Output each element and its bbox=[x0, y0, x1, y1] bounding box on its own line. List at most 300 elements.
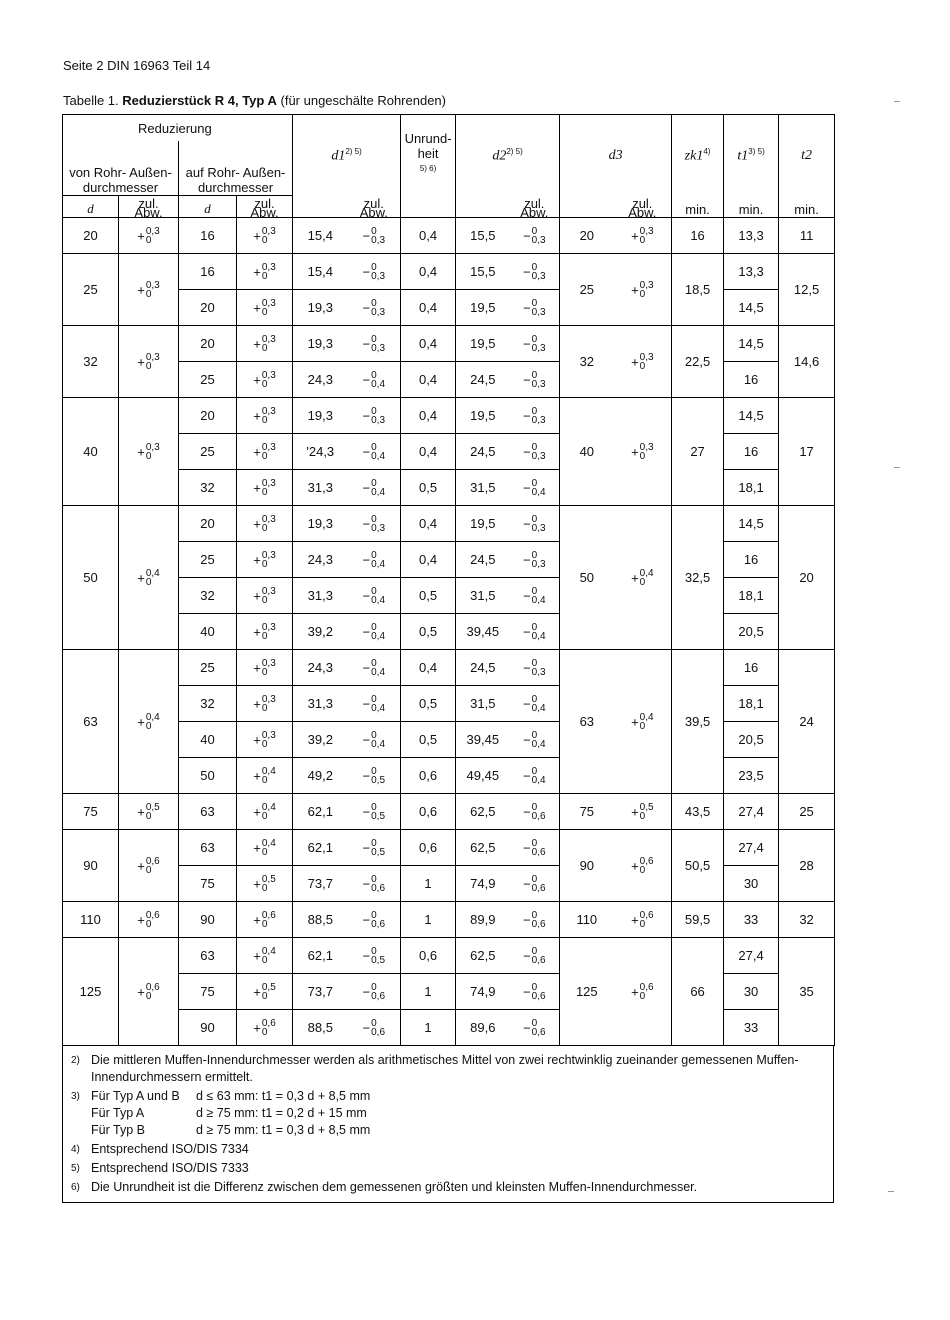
header-d3 bbox=[560, 115, 672, 196]
cell-t1: 18,1 bbox=[724, 470, 779, 506]
tolerance-sign: − bbox=[362, 516, 371, 531]
tolerance-sign: + bbox=[253, 264, 261, 279]
tolerance-sign: + bbox=[631, 228, 639, 243]
tolerance-upper: 0,3 bbox=[261, 693, 276, 705]
header-t2-symbol: t2 bbox=[801, 147, 812, 163]
cell-d3: 110 bbox=[560, 902, 614, 938]
cell-auf-d: 25 bbox=[179, 434, 237, 470]
tolerance-sign: − bbox=[523, 372, 531, 387]
cell-zk1: 32,5 bbox=[672, 506, 724, 650]
tolerance-upper: 0 bbox=[531, 729, 538, 741]
tolerance-upper: 0 bbox=[531, 225, 538, 237]
tolerance-upper: 0,3 bbox=[261, 585, 276, 597]
cell-d1: 73,7 bbox=[293, 974, 348, 1010]
tolerance-sign: − bbox=[523, 948, 531, 963]
cell-t2: 25 bbox=[779, 794, 835, 830]
cell-zk1: 66 bbox=[672, 938, 724, 1046]
tolerance-lower: 0,5 bbox=[371, 846, 386, 858]
footnote-3-formula: d ≥ 75 mm: t1 = 0,3 d + 8,5 mm bbox=[196, 1123, 371, 1137]
cell-t1: 30 bbox=[724, 866, 779, 902]
cell-t1: 18,1 bbox=[724, 578, 779, 614]
tolerance-upper: 0 bbox=[371, 225, 377, 237]
cell-d1-tol bbox=[348, 542, 401, 578]
cell-d2: 31,5 bbox=[456, 578, 510, 614]
table-row bbox=[63, 326, 835, 362]
subheader-zul-abw: zul. Abw. bbox=[237, 196, 293, 218]
cell-d1: 31,3 bbox=[293, 686, 348, 722]
cell-d2: 24,5 bbox=[456, 434, 510, 470]
tolerance-lower: 0 bbox=[639, 810, 646, 822]
tolerance-lower: 0 bbox=[261, 630, 268, 642]
cell-d1: 15,4 bbox=[293, 218, 348, 254]
header-reduzierung: Reduzierung bbox=[63, 115, 293, 142]
header-d2-notes: 2) 5) bbox=[506, 146, 523, 156]
tolerance-lower: 0,6 bbox=[531, 882, 546, 894]
tolerance-lower: 0 bbox=[261, 666, 268, 678]
margin-mark bbox=[894, 101, 900, 102]
tolerance-sign: − bbox=[362, 624, 371, 639]
cell-d2: 31,5 bbox=[456, 470, 510, 506]
cell-auf-d: 75 bbox=[179, 974, 237, 1010]
cell-d1-tol bbox=[348, 254, 401, 290]
tolerance-upper: 0,3 bbox=[261, 369, 276, 381]
tolerance-lower: 0 bbox=[261, 378, 268, 390]
cell-t2: 12,5 bbox=[779, 254, 835, 326]
tolerance-sign: + bbox=[631, 804, 639, 819]
footnote-mark: 2) bbox=[71, 1055, 80, 1066]
tolerance-sign: − bbox=[523, 300, 531, 315]
cell-von-tol bbox=[119, 938, 179, 1046]
margin-mark bbox=[894, 467, 900, 468]
cell-d2-tol bbox=[510, 362, 560, 398]
cell-t2: 17 bbox=[779, 398, 835, 506]
cell-von-tol bbox=[119, 218, 179, 254]
tolerance-lower: 0 bbox=[261, 846, 268, 858]
tolerance-sign: − bbox=[523, 732, 531, 747]
cell-von-tol bbox=[119, 902, 179, 938]
footnote-3 bbox=[71, 1088, 825, 1139]
header-d1-symbol: d1 bbox=[331, 147, 346, 163]
cell-d2: 19,5 bbox=[456, 398, 510, 434]
cell-zk1: 43,5 bbox=[672, 794, 724, 830]
cell-d3: 32 bbox=[560, 326, 614, 398]
cell-zk1: 39,5 bbox=[672, 650, 724, 794]
footnote-text: Entsprechend ISO/DIS 7334 bbox=[91, 1142, 249, 1156]
tolerance-sign: + bbox=[631, 912, 639, 927]
cell-d1-tol bbox=[348, 938, 401, 974]
cell-d2-tol bbox=[510, 290, 560, 326]
tolerance-lower: 0,5 bbox=[371, 774, 386, 786]
cell-d2-tol bbox=[510, 434, 560, 470]
tolerance-upper: 0 bbox=[531, 765, 538, 777]
cell-d2-tol bbox=[510, 866, 560, 902]
tolerance-upper: 0 bbox=[531, 513, 538, 525]
tolerance-upper: 0,3 bbox=[145, 225, 160, 237]
cell-d1: 19,3 bbox=[293, 326, 348, 362]
cell-t1: 13,3 bbox=[724, 218, 779, 254]
cell-von-tol bbox=[119, 254, 179, 326]
tolerance-lower: 0,4 bbox=[371, 558, 386, 570]
tolerance-upper: 0,3 bbox=[261, 477, 276, 489]
tolerance-upper: 0 bbox=[371, 765, 377, 777]
tolerance-upper: 0 bbox=[371, 441, 377, 453]
tolerance-sign: − bbox=[362, 696, 371, 711]
tolerance-upper: 0 bbox=[531, 981, 538, 993]
cell-d3-tol bbox=[614, 830, 672, 902]
tolerance-upper: 0 bbox=[531, 441, 538, 453]
cell-d1-tol bbox=[348, 686, 401, 722]
tolerance-sign: − bbox=[362, 480, 371, 495]
tolerance-sign: + bbox=[631, 354, 639, 369]
cell-t1: 30 bbox=[724, 974, 779, 1010]
tolerance-upper: 0,4 bbox=[261, 945, 276, 957]
tolerance-sign: + bbox=[631, 444, 639, 459]
cell-t1: 14,5 bbox=[724, 290, 779, 326]
cell-d2-tol bbox=[510, 542, 560, 578]
tolerance-upper: 0 bbox=[371, 657, 377, 669]
cell-t2: 11 bbox=[779, 218, 835, 254]
cell-auf-tol bbox=[237, 470, 293, 506]
subheader-blank bbox=[401, 196, 456, 218]
tolerance-sign: + bbox=[253, 948, 261, 963]
cell-d2-tol bbox=[510, 794, 560, 830]
cell-auf-d: 50 bbox=[179, 758, 237, 794]
cell-auf-d: 32 bbox=[179, 578, 237, 614]
cell-unrundheit: 0,4 bbox=[401, 434, 456, 470]
cell-d1-tol bbox=[348, 362, 401, 398]
cell-d1-tol bbox=[348, 866, 401, 902]
tolerance-upper: 0 bbox=[531, 693, 538, 705]
cell-d3: 75 bbox=[560, 794, 614, 830]
header-d2 bbox=[456, 115, 560, 196]
tolerance-sign: − bbox=[362, 228, 371, 243]
tolerance-lower: 0 bbox=[145, 576, 152, 588]
tolerance-upper: 0,3 bbox=[639, 279, 654, 291]
cell-d1-tol bbox=[348, 722, 401, 758]
tolerance-upper: 0,4 bbox=[639, 567, 654, 579]
table-row bbox=[63, 902, 835, 938]
cell-t1: 14,5 bbox=[724, 506, 779, 542]
cell-auf-tol bbox=[237, 506, 293, 542]
tolerance-upper: 0 bbox=[531, 405, 538, 417]
cell-t1: 20,5 bbox=[724, 722, 779, 758]
cell-von-tol bbox=[119, 830, 179, 902]
cell-unrundheit: 0,4 bbox=[401, 650, 456, 686]
cell-d2-tol bbox=[510, 902, 560, 938]
table-row bbox=[63, 830, 835, 866]
tolerance-sign: − bbox=[523, 876, 531, 891]
footnote-3-label: Für Typ A bbox=[91, 1106, 145, 1120]
table-row bbox=[63, 794, 835, 830]
cell-d1-tol bbox=[348, 614, 401, 650]
cell-d2: 15,5 bbox=[456, 254, 510, 290]
header-zk1-symbol: zk1 bbox=[684, 147, 704, 163]
tolerance-lower: 0 bbox=[639, 720, 646, 732]
tolerance-upper: 0 bbox=[531, 549, 538, 561]
tolerance-upper: 0 bbox=[371, 729, 377, 741]
cell-zk1: 59,5 bbox=[672, 902, 724, 938]
subheader-zul-abw: zul. Abw. bbox=[510, 196, 560, 218]
header-unrundheit-notes: 5) 6) bbox=[419, 164, 437, 174]
tolerance-lower: 0,6 bbox=[371, 882, 386, 894]
footnote-mark: 6) bbox=[71, 1182, 80, 1193]
cell-d2: 62,5 bbox=[456, 794, 510, 830]
cell-d2-tol bbox=[510, 722, 560, 758]
cell-auf-tol bbox=[237, 722, 293, 758]
cell-d1: 39,2 bbox=[293, 614, 348, 650]
tolerance-lower: 0 bbox=[639, 918, 646, 930]
cell-d2-tol bbox=[510, 254, 560, 290]
tolerance-lower: 0 bbox=[639, 450, 646, 462]
tolerance-upper: 0 bbox=[531, 261, 538, 273]
tolerance-sign: − bbox=[362, 660, 371, 675]
tolerance-lower: 0 bbox=[261, 774, 268, 786]
tolerance-lower: 0,4 bbox=[371, 594, 386, 606]
table-title bbox=[63, 93, 446, 108]
tolerance-lower: 0 bbox=[145, 990, 152, 1002]
tolerance-upper: 0 bbox=[371, 333, 377, 345]
cell-d3-tol bbox=[614, 902, 672, 938]
header-d1-notes: 2) 5) bbox=[345, 146, 362, 156]
tolerance-sign: + bbox=[253, 912, 261, 927]
tolerance-lower: 0 bbox=[639, 360, 646, 372]
cell-von-d: 20 bbox=[63, 218, 119, 254]
tolerance-upper: 0,5 bbox=[639, 801, 654, 813]
footnote-3-label: Für Typ B bbox=[91, 1123, 145, 1137]
footnote-3-label: Für Typ A und B bbox=[91, 1089, 180, 1103]
table-title-suffix: (für ungeschälte Rohrenden) bbox=[280, 93, 446, 108]
cell-unrundheit: 1 bbox=[401, 974, 456, 1010]
cell-d1-tol bbox=[348, 398, 401, 434]
tolerance-sign: + bbox=[137, 444, 145, 459]
subheader-blank bbox=[560, 196, 614, 218]
tolerance-lower: 0 bbox=[261, 918, 268, 930]
cell-d2-tol bbox=[510, 650, 560, 686]
table-row bbox=[63, 218, 835, 254]
tolerance-lower: 0,3 bbox=[531, 270, 546, 282]
cell-d2: 39,45 bbox=[456, 722, 510, 758]
table-row bbox=[63, 650, 835, 686]
cell-auf-tol bbox=[237, 254, 293, 290]
cell-t1: 14,5 bbox=[724, 398, 779, 434]
cell-auf-d: 90 bbox=[179, 1010, 237, 1046]
cell-unrundheit: 0,4 bbox=[401, 398, 456, 434]
tolerance-lower: 0 bbox=[145, 360, 152, 372]
tolerance-sign: + bbox=[253, 732, 261, 747]
cell-d2-tol bbox=[510, 758, 560, 794]
tolerance-upper: 0 bbox=[371, 621, 377, 633]
tolerance-upper: 0,6 bbox=[145, 909, 160, 921]
tolerance-upper: 0,6 bbox=[639, 981, 654, 993]
tolerance-lower: 0,6 bbox=[531, 990, 546, 1002]
tolerance-lower: 0 bbox=[261, 306, 268, 318]
cell-auf-d: 63 bbox=[179, 938, 237, 974]
cell-von-tol bbox=[119, 398, 179, 506]
header-unrundheit-label: Unrund- heit bbox=[404, 131, 452, 162]
cell-d1: 24,3 bbox=[293, 650, 348, 686]
cell-d3-tol bbox=[614, 254, 672, 326]
cell-unrundheit: 0,5 bbox=[401, 614, 456, 650]
tolerance-upper: 0,3 bbox=[261, 513, 276, 525]
tolerance-sign: − bbox=[362, 336, 371, 351]
cell-zk1: 18,5 bbox=[672, 254, 724, 326]
cell-auf-tol bbox=[237, 290, 293, 326]
tolerance-sign: − bbox=[362, 372, 371, 387]
tolerance-upper: 0 bbox=[371, 585, 377, 597]
cell-d3-tol bbox=[614, 794, 672, 830]
cell-d1: 19,3 bbox=[293, 506, 348, 542]
tolerance-sign: + bbox=[137, 804, 145, 819]
tolerance-lower: 0,4 bbox=[531, 702, 546, 714]
tolerance-lower: 0 bbox=[261, 882, 268, 894]
cell-auf-d: 16 bbox=[179, 254, 237, 290]
tolerance-lower: 0,4 bbox=[371, 486, 386, 498]
tolerance-lower: 0,6 bbox=[531, 846, 546, 858]
cell-d3-tol bbox=[614, 506, 672, 650]
cell-d3: 90 bbox=[560, 830, 614, 902]
tolerance-sign: + bbox=[253, 516, 261, 531]
tolerance-sign: + bbox=[253, 696, 261, 711]
tolerance-sign: + bbox=[137, 858, 145, 873]
tolerance-upper: 0 bbox=[531, 1017, 538, 1029]
tolerance-sign: − bbox=[523, 516, 531, 531]
cell-d1-tol bbox=[348, 1010, 401, 1046]
cell-d1: 62,1 bbox=[293, 794, 348, 830]
footnote-text: Die Unrundheit ist die Differenz zwischen dem gemessenen größten und kleinsten Muffen-Innendurchmesser. bbox=[91, 1180, 698, 1194]
cell-unrundheit: 0,4 bbox=[401, 506, 456, 542]
tolerance-sign: − bbox=[523, 984, 531, 999]
cell-d1: 62,1 bbox=[293, 938, 348, 974]
tolerance-upper: 0,3 bbox=[145, 351, 160, 363]
cell-auf-tol bbox=[237, 902, 293, 938]
tolerance-lower: 0,4 bbox=[371, 666, 386, 678]
cell-t1: 27,4 bbox=[724, 938, 779, 974]
table-title-prefix: Tabelle 1. bbox=[63, 93, 119, 108]
cell-t1: 14,5 bbox=[724, 326, 779, 362]
tolerance-sign: − bbox=[523, 264, 531, 279]
cell-d3: 20 bbox=[560, 218, 614, 254]
cell-t2: 32 bbox=[779, 902, 835, 938]
cell-auf-tol bbox=[237, 326, 293, 362]
tolerance-lower: 0 bbox=[145, 810, 152, 822]
cell-t1: 16 bbox=[724, 362, 779, 398]
cell-d3-tol bbox=[614, 326, 672, 398]
tolerance-upper: 0,4 bbox=[261, 837, 276, 849]
tolerance-upper: 0,3 bbox=[639, 225, 654, 237]
tolerance-lower: 0,6 bbox=[531, 810, 546, 822]
cell-d1: 19,3 bbox=[293, 398, 348, 434]
table-row bbox=[63, 506, 835, 542]
cell-d2-tol bbox=[510, 218, 560, 254]
tolerance-upper: 0 bbox=[531, 333, 538, 345]
tolerance-lower: 0,4 bbox=[371, 450, 386, 462]
cell-unrundheit: 0,6 bbox=[401, 938, 456, 974]
tolerance-upper: 0,3 bbox=[261, 621, 276, 633]
tolerance-sign: − bbox=[362, 984, 371, 999]
header-von: von Rohr- Außen- durchmesser bbox=[63, 141, 179, 196]
tolerance-upper: 0 bbox=[371, 369, 377, 381]
tolerance-sign: − bbox=[523, 336, 531, 351]
cell-d2: 62,5 bbox=[456, 830, 510, 866]
tolerance-sign: − bbox=[523, 228, 531, 243]
tolerance-sign: + bbox=[253, 480, 261, 495]
tolerance-lower: 0,3 bbox=[531, 666, 546, 678]
tolerance-upper: 0,5 bbox=[261, 873, 276, 885]
cell-t1: 33 bbox=[724, 1010, 779, 1046]
cell-von-d: 75 bbox=[63, 794, 119, 830]
tolerance-lower: 0,6 bbox=[371, 990, 386, 1002]
header-d3-symbol: d3 bbox=[608, 147, 623, 163]
cell-d2-tol bbox=[510, 830, 560, 866]
cell-d1: 39,2 bbox=[293, 722, 348, 758]
tolerance-lower: 0 bbox=[261, 1026, 268, 1038]
tolerance-lower: 0 bbox=[261, 810, 268, 822]
cell-d1: 19,3 bbox=[293, 290, 348, 326]
cell-unrundheit: 0,6 bbox=[401, 794, 456, 830]
footnote-mark: 5) bbox=[71, 1163, 80, 1174]
tolerance-upper: 0,3 bbox=[261, 297, 276, 309]
tolerance-sign: − bbox=[362, 768, 371, 783]
subheader-min: min. bbox=[724, 196, 779, 218]
cell-d1: 15,4 bbox=[293, 254, 348, 290]
tolerance-lower: 0,4 bbox=[531, 630, 546, 642]
cell-t2: 20 bbox=[779, 506, 835, 650]
tolerance-lower: 0 bbox=[639, 288, 646, 300]
tolerance-upper: 0,3 bbox=[639, 351, 654, 363]
tolerance-sign: + bbox=[253, 372, 261, 387]
tolerance-lower: 0 bbox=[145, 720, 152, 732]
cell-unrundheit: 0,5 bbox=[401, 578, 456, 614]
tolerance-upper: 0 bbox=[371, 837, 377, 849]
cell-d2: 19,5 bbox=[456, 290, 510, 326]
header-t1-symbol: t1 bbox=[737, 147, 749, 163]
tolerance-upper: 0,3 bbox=[261, 549, 276, 561]
cell-auf-tol bbox=[237, 794, 293, 830]
cell-d2: 31,5 bbox=[456, 686, 510, 722]
header-zk1 bbox=[672, 115, 724, 196]
table-container bbox=[62, 114, 834, 1203]
tolerance-sign: − bbox=[523, 444, 531, 459]
tolerance-upper: 0,3 bbox=[261, 657, 276, 669]
cell-auf-d: 20 bbox=[179, 506, 237, 542]
tolerance-upper: 0 bbox=[371, 297, 377, 309]
tolerance-lower: 0,3 bbox=[371, 342, 386, 354]
cell-auf-d: 63 bbox=[179, 830, 237, 866]
cell-d1-tol bbox=[348, 902, 401, 938]
cell-unrundheit: 0,5 bbox=[401, 686, 456, 722]
tolerance-sign: − bbox=[362, 300, 371, 315]
tolerance-sign: + bbox=[253, 588, 261, 603]
tolerance-lower: 0 bbox=[261, 234, 268, 246]
cell-unrundheit: 0,5 bbox=[401, 722, 456, 758]
tolerance-upper: 0 bbox=[371, 801, 377, 813]
tolerance-sign: + bbox=[253, 300, 261, 315]
cell-d1-tol bbox=[348, 794, 401, 830]
tolerance-sign: + bbox=[137, 984, 145, 999]
tolerance-sign: + bbox=[631, 714, 639, 729]
tolerance-sign: + bbox=[253, 552, 261, 567]
tolerance-lower: 0,5 bbox=[371, 810, 386, 822]
tolerance-sign: − bbox=[362, 912, 371, 927]
cell-t2: 14,6 bbox=[779, 326, 835, 398]
tolerance-lower: 0,4 bbox=[371, 702, 386, 714]
cell-auf-d: 25 bbox=[179, 542, 237, 578]
tolerance-lower: 0,4 bbox=[531, 594, 546, 606]
cell-auf-d: 16 bbox=[179, 218, 237, 254]
cell-auf-tol bbox=[237, 758, 293, 794]
cell-t1: 16 bbox=[724, 434, 779, 470]
tolerance-lower: 0 bbox=[639, 576, 646, 588]
